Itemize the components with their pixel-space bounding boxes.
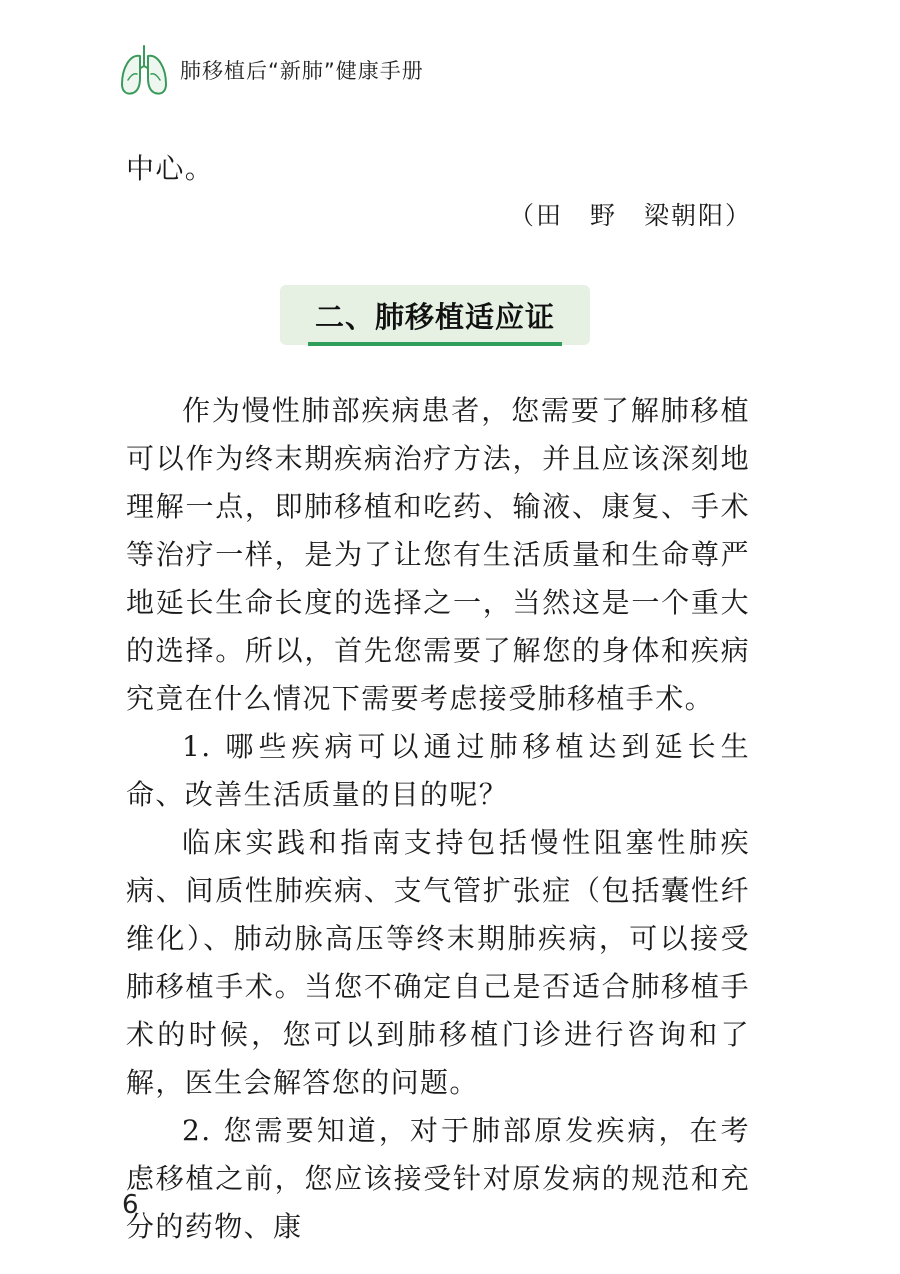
author-byline: （田 野 梁朝阳）	[508, 201, 752, 230]
lungs-icon	[118, 40, 170, 100]
page-number: 6	[122, 1190, 139, 1220]
paragraph-point-2: 2. 您需要知道，对于肺部原发疾病，在考虑移植之前，您应该接受针对原发病的规范和充分的药物、康	[126, 1114, 750, 1243]
paragraph-question-1: 1. 哪些疾病可以通过肺移植达到延长生命、改善生活质量的目的呢？	[126, 730, 750, 811]
book-title: 肺移植后“新肺”健康手册	[180, 59, 424, 83]
paragraph-answer-1: 临床实践和指南支持包括慢性阻塞性肺疾病、间质性肺疾病、支气管扩张症（包括囊性纤维化）、肺动脉高压等终末期肺疾病，可以接受肺移植手术。当您不确定自己是否适合肺移植手术的时候，您可以到肺移植门诊进行咨询和了解，医生会解答您的问题。	[126, 826, 750, 1099]
heading-underline	[308, 342, 562, 346]
body-text	[126, 387, 750, 1251]
section-heading: 二、肺移植适应证	[280, 285, 590, 345]
paragraph-intro: 作为慢性肺部疾病患者，您需要了解肺移植可以作为终末期疾病治疗方法，并且应该深刻地理解一点，即肺移植和吃药、输液、康复、手术等治疗一样，是为了让您有生活质量和生命尊严地延长生命长度的选择之一，当然这是一个重大的选择。所以，首先您需要了解您的身体和疾病究竟在什么情况下需要考虑接受肺移植手术。	[126, 394, 750, 715]
continued-text: 中心。	[126, 152, 215, 185]
running-header	[118, 40, 424, 100]
